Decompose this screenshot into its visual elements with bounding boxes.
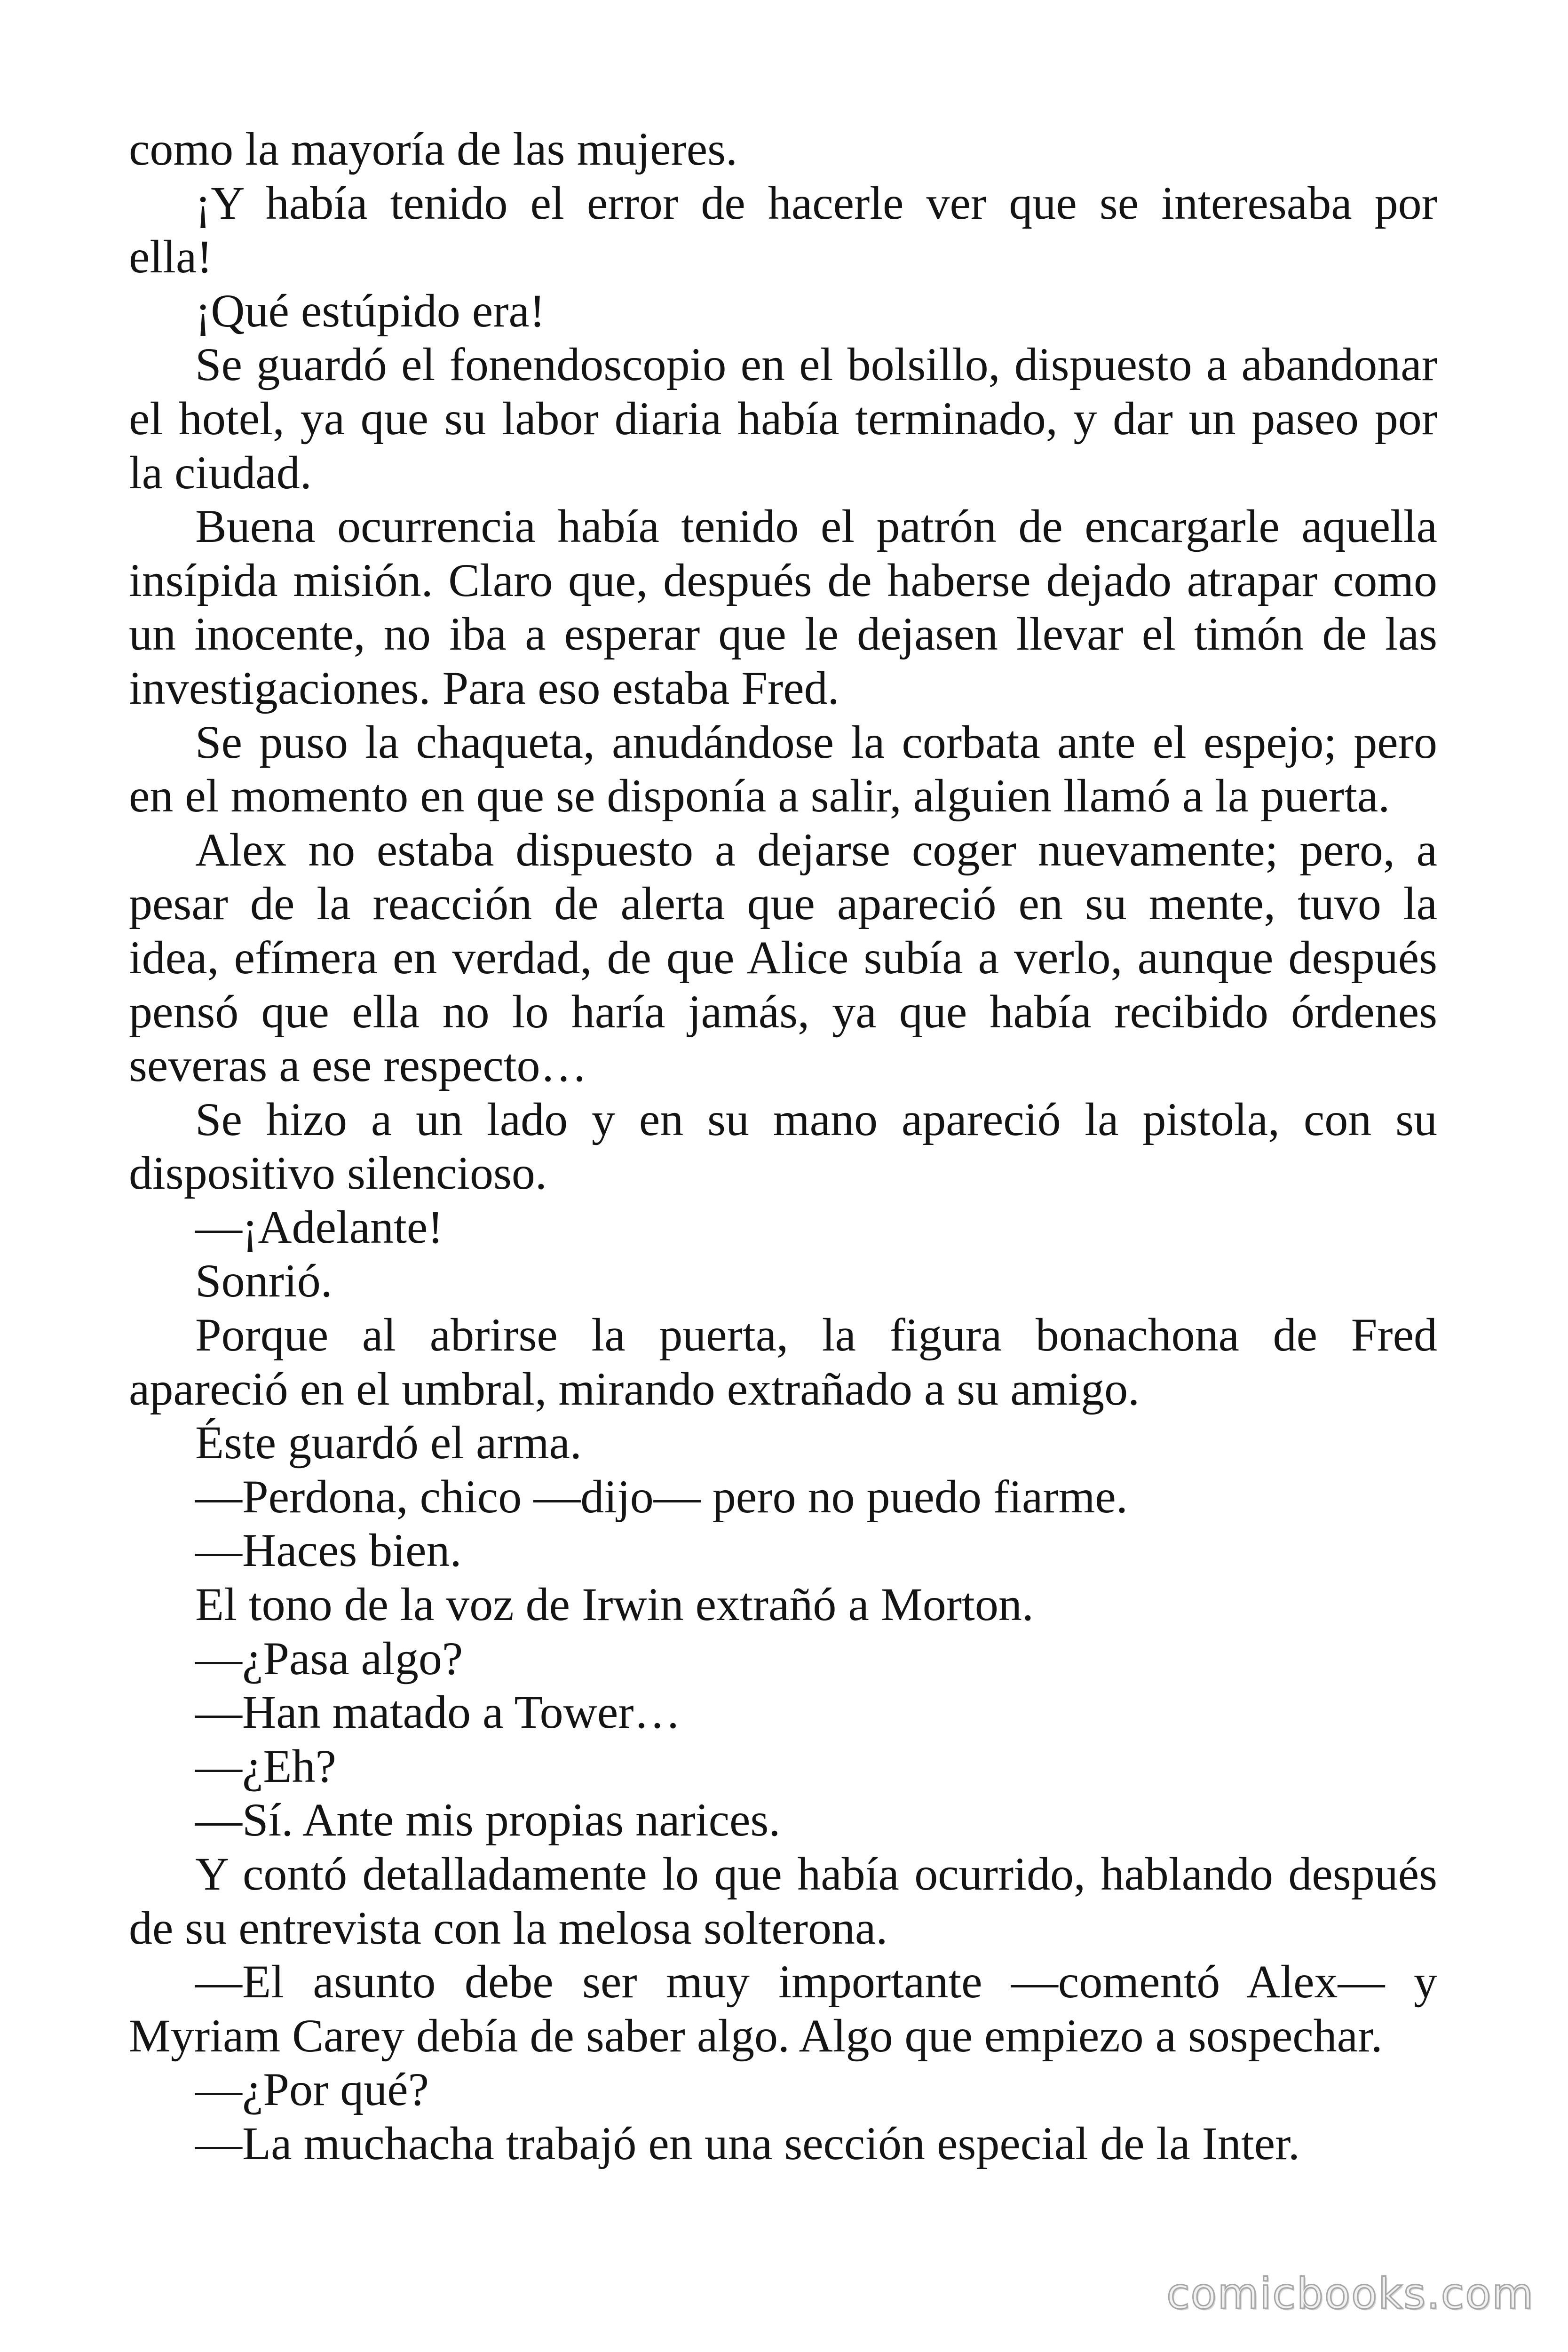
paragraph — [129, 1254, 1437, 1308]
paragraph-continued — [129, 122, 1437, 176]
text-line: el hotel, ya que su labor diaria había terminado, y dar un paseo por — [129, 392, 1437, 445]
text-line: idea, efímera en verdad, de que Alice subía a verlo, aunque después — [129, 931, 1437, 984]
text-line: Se hizo a un lado y en su mano apareció la pistola, con su — [195, 1093, 1437, 1145]
text-line: Éste guardó el arma. — [195, 1416, 582, 1469]
paragraph — [129, 1524, 1437, 1578]
paragraph — [129, 1416, 1437, 1470]
paragraph — [129, 823, 1437, 1093]
text-line: pensó que ella no lo haría jamás, ya que había recibido órdenes — [129, 985, 1437, 1038]
text-line: —La muchacha trabajó en una sección especial de la Inter. — [195, 2117, 1300, 2169]
watermark-logo: comicbooks.com — [1166, 2269, 1534, 2319]
paragraph — [129, 1578, 1437, 1632]
paragraph — [129, 1632, 1437, 1686]
text-line: de su entrevista con la melosa solterona. — [129, 1901, 888, 1954]
text-line: pesar de la reacción de alerta que apareció en su mente, tuvo la — [129, 877, 1437, 930]
text-line: Se guardó el fonendoscopio en el bolsillo, dispuesto a abandonar — [195, 338, 1437, 391]
text-line: como la mayoría de las mujeres. — [129, 123, 737, 175]
text-line: Alex no estaba dispuesto a dejarse coger nuevamente; pero, a — [195, 823, 1437, 876]
text-line: en el momento en que se disponía a salir, alguien llamó a la puerta. — [129, 770, 1390, 822]
paragraph — [129, 284, 1437, 338]
text-line: ¡Qué estúpido era! — [195, 284, 546, 337]
text-line: un inocente, no iba a esperar que le dejasen llevar el timón de las — [129, 608, 1437, 660]
paragraph — [129, 1200, 1437, 1255]
paragraph — [129, 1093, 1437, 1200]
paragraph — [129, 1470, 1437, 1524]
paragraph — [129, 2063, 1437, 2117]
paragraph — [129, 1955, 1437, 2063]
paragraph — [129, 1740, 1437, 1794]
text-line: Buena ocurrencia había tenido el patrón de encargarle aquella — [195, 500, 1437, 553]
paragraph — [129, 176, 1437, 284]
paragraph — [129, 1685, 1437, 1740]
text-line: severas a ese respecto… — [129, 1039, 587, 1092]
text-line: —Han matado a Tower… — [195, 1686, 681, 1739]
text-line: Myriam Carey debía de saber algo. Algo que empiezo a sospechar. — [129, 2009, 1383, 2062]
text-line: dispositivo silencioso. — [129, 1147, 547, 1200]
text-line: —¡Adelante! — [195, 1200, 443, 1253]
text-line: ¡Y había tenido el error de hacerle ver que se interesaba por — [195, 176, 1437, 229]
paragraph — [129, 338, 1437, 500]
text-line: Sonrió. — [195, 1255, 333, 1307]
paragraph — [129, 715, 1437, 823]
text-line: —Sí. Ante mis propias narices. — [195, 1794, 781, 1846]
text-line: Se puso la chaqueta, anudándose la corbata ante el espejo; pero — [195, 715, 1437, 768]
body-text — [129, 122, 1437, 2171]
text-line: El tono de la voz de Irwin extrañó a Morton. — [195, 1578, 1034, 1631]
text-line: —Haces bien. — [195, 1524, 462, 1577]
text-line: insípida misión. Claro que, después de haberse dejado atrapar como — [129, 554, 1437, 606]
text-line: —¿Por qué? — [195, 2063, 429, 2116]
text-line: Y contó detalladamente lo que había ocurrido, hablando después — [195, 1848, 1437, 1900]
text-line: —Perdona, chico —dijo— pero no puedo fiarme. — [195, 1470, 1128, 1523]
text-line: ella! — [129, 230, 213, 283]
text-line: Porque al abrirse la puerta, la figura bonachona de Fred — [195, 1309, 1437, 1361]
paragraph — [129, 1793, 1437, 1847]
text-line: —El asunto debe ser muy importante —comentó Alex— y — [195, 1955, 1437, 2008]
paragraph — [129, 500, 1437, 715]
text-line: apareció en el umbral, mirando extrañado a su amigo. — [129, 1362, 1140, 1415]
text-line: —¿Eh? — [195, 1740, 336, 1792]
text-line: investigaciones. Para eso estaba Fred. — [129, 661, 839, 714]
paragraph — [129, 1847, 1437, 1955]
text-line: la ciudad. — [129, 446, 312, 499]
paragraph — [129, 2117, 1437, 2171]
text-line: —¿Pasa algo? — [195, 1632, 463, 1685]
paragraph — [129, 1308, 1437, 1416]
